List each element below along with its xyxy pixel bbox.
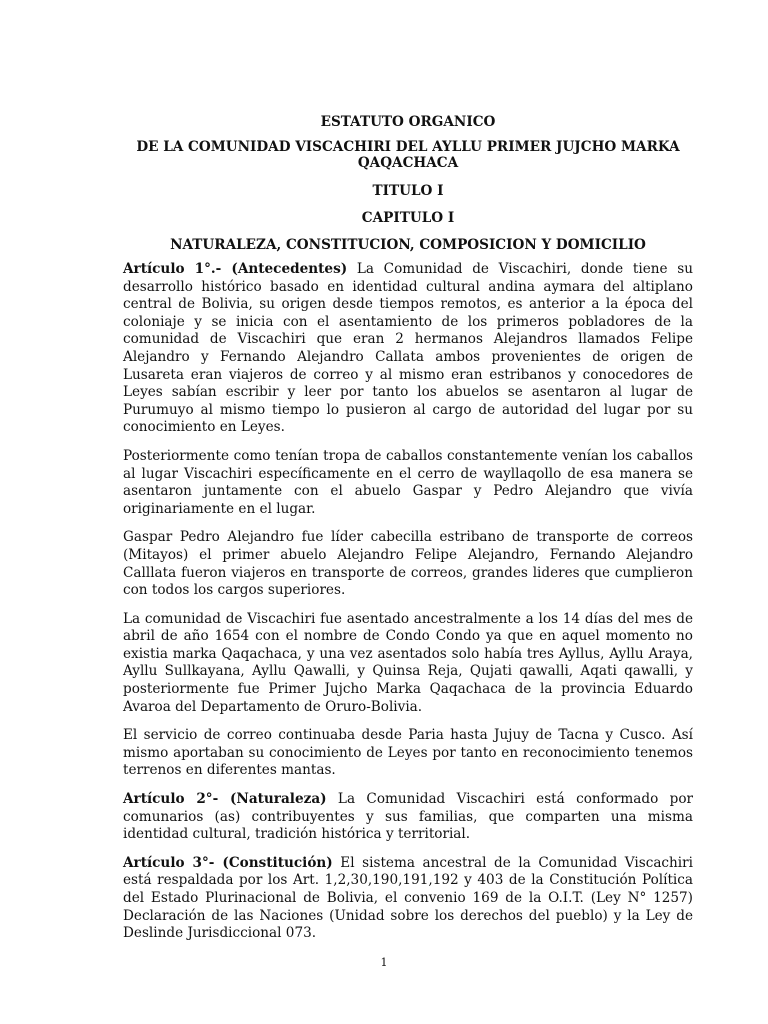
- article-1-paragraph: [123, 261, 693, 437]
- section-heading: NATURALEZA, CONSTITUCION, COMPOSICION Y DOMICILIO: [170, 237, 646, 253]
- history-paragraph-1: [123, 448, 693, 518]
- history-paragraph-4-text: El servicio de correo continuaba desde Paria hasta Jujuy de Tacna y Cusco. Así mismo aportaban su conocimiento de Leyes por tanto en reconocimiento tenemos terrenos en diferentes mantas.: [123, 727, 693, 779]
- page-number: 1: [380, 956, 388, 969]
- history-paragraph-1-text: Posteriormente como tenían tropa de caballos constantemente venían los caballos al lugar Viscachiri específicamente en el cerro de wayllaqollo de esa manera se asentaron juntamente con el abuelo Gaspar y Pedro Alejandro que vivía originariamente en el lugar.: [123, 447, 693, 517]
- article-3-paragraph: [123, 855, 693, 943]
- article-1-text: La Comunidad de Viscachiri, donde tiene su desarrollo histórico basado en identidad cultural andina aymara del altiplano central de Bolivia, su origen desde tiempos remotos, es anterior a la época del coloniaje y se inicia con el asentamiento de los primeros pobladores de la comunidad de Viscachiri que eran 2 hermanos Alejandros llamados Felipe Alejandro y Fernando Alejandro Callata ambos provenientes de origen de Lusareta eran viajeros de correo y al mismo eran estribanos y conocedores de Leyes sabían escribir y leer por tanto los abuelos se asentaron al lugar de Purumuyo al mismo tiempo lo pusieron al cargo de autoridad del lugar por su conocimiento en Leyes.: [123, 261, 693, 436]
- history-paragraph-4: [123, 727, 693, 780]
- article-3-text: El sistema ancestral de la Comunidad Viscachiri está respaldada por los Art. 1,2,30,190,191,192 y 403 de la Constitución Política del Estado Plurinacional de Bolivia, el convenio 169 de la O.I.T. (Ley N° 1257) Declaración de las Naciones (Unidad sobre los derechos del pueblo) y la Ley de Deslinde Jurisdiccional 073.: [123, 854, 693, 942]
- titulo-heading: TITULO I: [372, 183, 444, 199]
- document-subtitle: DE LA COMUNIDAD VISCACHIRI DEL AYLLU PRIMER JUJCHO MARKA QAQACHACA: [136, 139, 680, 171]
- history-paragraph-2-text: Gaspar Pedro Alejandro fue líder cabecilla estribano de transporte de correos (Mitayos) el primer abuelo Alejandro Felipe Alejandro, Fernando Alejandro Calllata fueron viajeros en transporte de correos, grandes lideres que cumplieron con todos los cargos superiores.: [123, 529, 693, 599]
- history-paragraph-3: [123, 611, 693, 717]
- history-paragraph-2: [123, 529, 693, 599]
- capitulo-heading: CAPITULO I: [361, 210, 455, 226]
- article-2-label: Artículo 2°- (Naturaleza): [123, 791, 327, 808]
- document-title: ESTATUTO ORGANICO: [320, 114, 496, 130]
- history-paragraph-3-text: La comunidad de Viscachiri fue asentado ancestralmente a los 14 días del mes de abril de año 1654 con el nombre de Condo Condo ya que en aquel momento no existia marka Qaqachaca, y una vez asentados solo había tres Ayllus, Ayllu Araya, Ayllu Sullkayana, Ayllu Qawalli, y Quinsa Reja, Qujati qawalli, Aqati qawalli, y posteriormente fue Primer Jujcho Marka Qaqachaca de la provincia Eduardo Avaroa del Departamento de Oruro-Bolivia.: [123, 610, 693, 715]
- article-3-label: Artículo 3°- (Constitución): [123, 854, 333, 871]
- article-2-text: La Comunidad Viscachiri está conformado por comunarios (as) contribuyentes y sus familias, que comparten una misma identidad cultural, tradición histórica y territorial.: [123, 791, 693, 843]
- article-1-label: Artículo 1°.- (Antecedentes): [123, 261, 348, 277]
- article-2-paragraph: [123, 791, 693, 844]
